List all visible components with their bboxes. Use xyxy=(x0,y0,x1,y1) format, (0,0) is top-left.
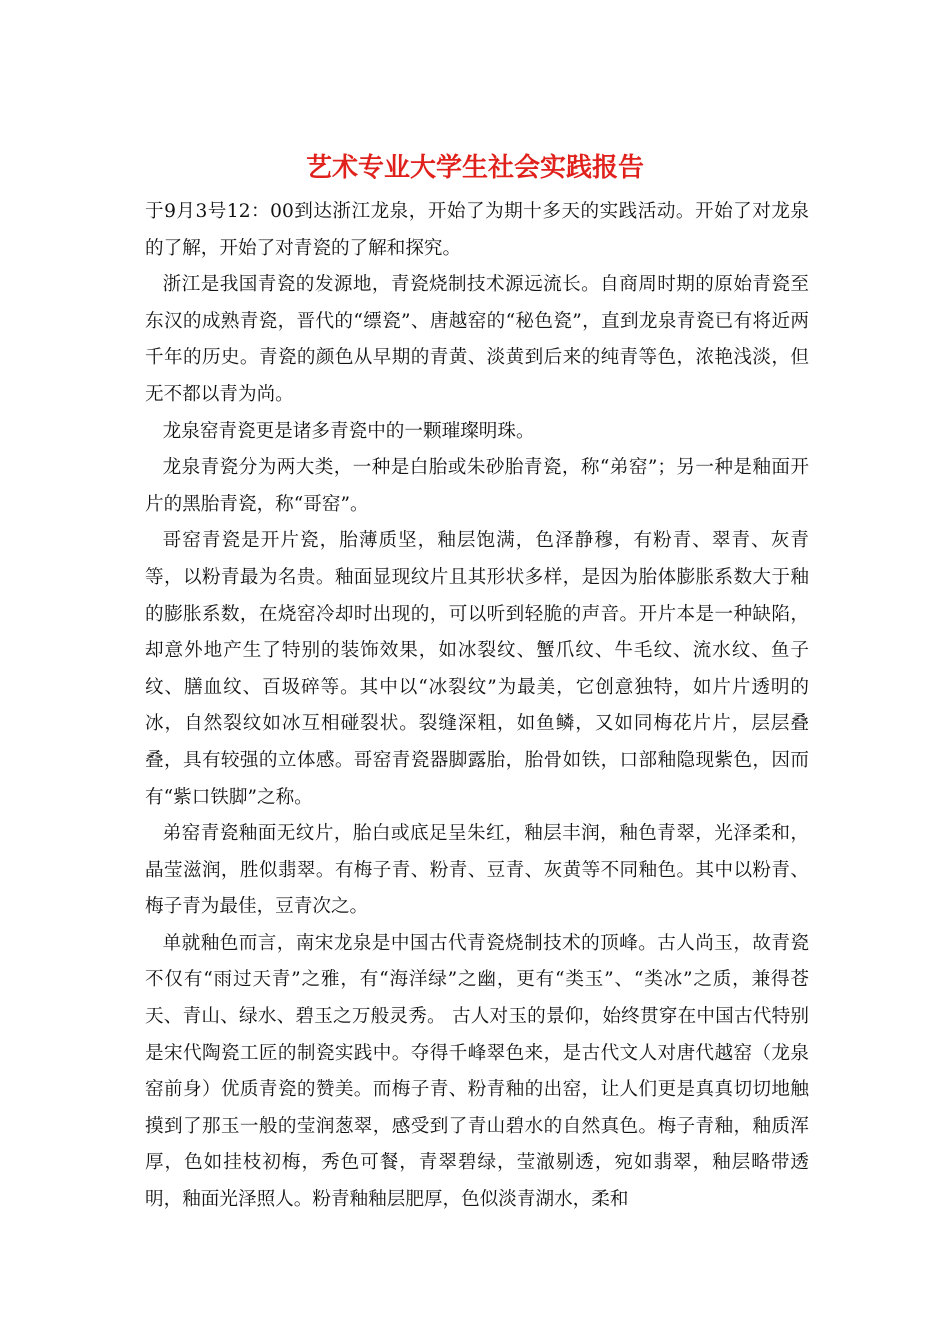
paragraph-arrival: 于9月3号12：00到达浙江龙泉，开始了为期十多天的实践活动。开始了对龙泉的了解，开始了对青瓷的了解和探究。 xyxy=(145,201,809,259)
paragraph-zhejiang-origin: 浙江是我国青瓷的发源地，青瓷烧制技术源远流长。自商周时期的原始青瓷至东汉的成熟青瓷，晋代的“缥瓷”、唐越窑的“秘色瓷”，直到龙泉青瓷已有将近两千年的历史。青瓷的颜色从早期的青黄、淡黄到后来的纯青等色，浓艳浅淡，但无不都以青为尚。 xyxy=(145,274,809,405)
paragraph-glaze-color: 单就釉色而言，南宋龙泉是中国古代青瓷烧制技术的顶峰。古人尚玉，故青瓷不仅有“雨过天青”之雅，有“海洋绿”之幽，更有“类玉”、“类冰”之质，兼得苍天、青山、绿水、碧玉之万般灵秀。 古人对玉的景仰，始终贯穿在中国古代特别是宋代陶瓷工匠的制瓷实践中。夺得千峰翠色来，是古代文人对唐代越窑（龙泉窑前身）优质青瓷的赞美。而梅子青、粉青釉的出窑，让人们更是真真切切地触摸到了那玉一般的莹润葱翠，感受到了青山碧水的自然真色。梅子青釉，釉质浑厚，色如挂枝初梅，秀色可餐，青翠碧绿，莹澈剔透，宛如翡翠，釉层略带透明，釉面光泽照人。粉青釉釉层肥厚，色似淡青湖水，柔和 xyxy=(145,932,809,1211)
paragraph-ge-kiln: 哥窑青瓷是开片瓷，胎薄质坚，釉层饱满，色泽静穆，有粉青、翠青、灰青等，以粉青最为名贵。釉面显现纹片且其形状多样，是因为胎体膨胀系数大于釉的膨胀系数，在烧窑冷却时出现的，可以听到轻脆的声音。开片本是一种缺陷，却意外地产生了特别的装饰效果，如冰裂纹、蟹爪纹、牛毛纹、流水纹、鱼子纹、膳血纹、百圾碎等。其中以“冰裂纹”为最美，它创意独特，如片片透明的冰，自然裂纹如冰互相碰裂状。裂缝深粗，如鱼鳞，又如同梅花片片，层层叠叠，具有较强的立体感。哥窑青瓷器脚露胎，胎骨如铁，口部釉隐现紫色，因而有“紫口铁脚”之称。 xyxy=(145,530,809,808)
paragraph-two-types: 龙泉青瓷分为两大类，一种是白胎或朱砂胎青瓷，称“弟窑”；另一种是釉面开片的黑胎青瓷，称“哥窑”。 xyxy=(145,457,809,515)
paragraph-di-kiln: 弟窑青瓷釉面无纹片，胎白或底足呈朱红，釉层丰润，釉色青翠，光泽柔和，晶莹滋润，胜似翡翠。有梅子青、粉青、豆青、灰黄等不同釉色。其中以粉青、梅子青为最佳，豆青次之。 xyxy=(145,823,809,918)
document-body xyxy=(145,194,809,1219)
paragraph-longquan-pearl: 龙泉窑青瓷更是诸多青瓷中的一颗璀璨明珠。 xyxy=(162,420,535,442)
document-title: 艺术专业大学生社会实践报告 xyxy=(305,153,644,183)
